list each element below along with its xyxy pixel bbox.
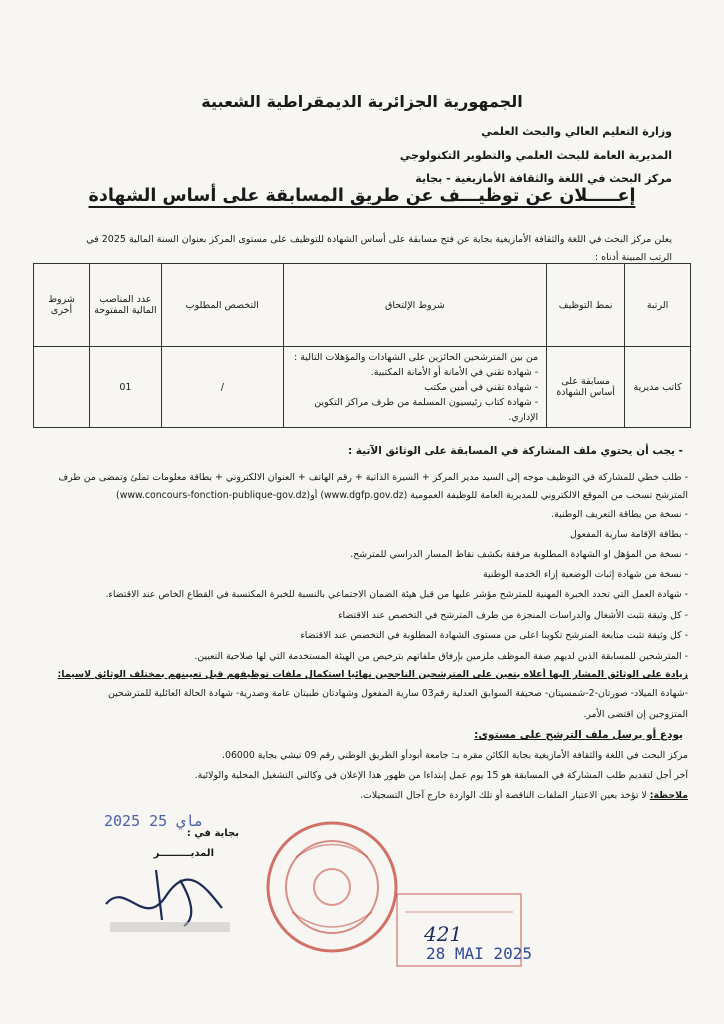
header-other: شروط أخرى bbox=[34, 264, 90, 347]
announcement-title bbox=[0, 186, 724, 206]
additional-line-2: المتزوجين إن اقتضى الأمر. bbox=[583, 709, 688, 720]
document-item: - المترشحين للمسابقة الذين لديهم صفة الموظف ملزمين بإرفاق ملفاتهم بترخيص من الهيئة المستخدمة التي لها صلاحية التعيين. bbox=[194, 651, 688, 662]
announcement-title-text: إعـــــلان عن توظيـــف عن طريق المسابقة على أساس الشهادة bbox=[88, 186, 636, 206]
director-signature bbox=[96, 860, 246, 940]
ministry-name: وزارة التعليم العالي والبحث العلمي bbox=[481, 125, 672, 138]
directorate-name: المديرية العامة للبحث العلمي والتطوير التكنولوجي bbox=[399, 149, 672, 162]
intro-line-2: الرتب المبينة أدناه : bbox=[594, 252, 672, 263]
header-grade: الرتبة bbox=[625, 264, 691, 347]
submission-address: مركز البحث في اللغة والثقافة الأمازيغية بجاية الكائن مقره بـ: جامعة أبودأو الطريق الوطني رقم 09 تيشي بجاية 06000. bbox=[222, 750, 688, 761]
document-item: المترشح تسحب من الموقع الالكتروني للمديرية العامة للوظيفة العمومية (www.dgfp.gov.dz) أو(www.concours-fonction-publique-gov.dz) bbox=[116, 490, 688, 501]
republic-heading: الجمهورية الجزائرية الديمقراطية الشعبية bbox=[201, 92, 523, 111]
additional-line-1: -شهادة الميلاد- صورتان-2-شمسيتان- صحيفة السوابق العدلية رقم03 سارية المفعول وشهادتان طبيتان عامة وصدرية- شهادة الحالة العائلية للمترشحين bbox=[108, 688, 688, 699]
cell-mode: مسابقة على أساس الشهادة bbox=[547, 347, 625, 428]
table-header-row bbox=[34, 264, 691, 347]
official-seal bbox=[262, 812, 402, 962]
director-label: المديـــــــــر bbox=[153, 848, 214, 859]
place-label: بجاية في : bbox=[186, 828, 239, 839]
additional-heading: زيادة على الوثائق المشار اليها أعلاه يتعين على المترشحين الناجحين نهائيا استكمال ملفات توظيفهم قبل تعيينهم بمختلف الوثائق لاسيما: bbox=[57, 669, 688, 680]
header-conditions: شروط الإلتحاق bbox=[283, 264, 546, 347]
document-item: - شهادة العمل التي تحدد الخبرة المهنية للمترشح مؤشر عليها من قبل هيئة الضمان الاجتماعي بالنسبة للخبرة المكتسبة في القطاع الخاص عند الاقتضاء. bbox=[105, 589, 688, 600]
header-specialty: التخصص المطلوب bbox=[161, 264, 283, 347]
documents-heading: - يجب أن يحتوي ملف المشاركة في المسابقة على الوثائق الآتية : bbox=[347, 445, 683, 457]
condition-line: - شهادة تقني في الأمانة أو الأمانة المكتبية. bbox=[370, 366, 539, 378]
received-date: 28 MAI 2025 bbox=[426, 944, 532, 963]
date-stamp: 2025 ماي 25 bbox=[104, 812, 204, 830]
document-item: - كل وثيقة تثبت متابعة المترشح تكوينا اعلى من مستوى الشهادة المطلوبة في التخصص عند الاقتضاء bbox=[300, 630, 688, 641]
cell-other bbox=[34, 347, 90, 428]
center-name: مركز البحث في اللغة والثقافة الأمازيغية - بجاية bbox=[415, 172, 672, 185]
submission-heading-text: يودع أو يرسل ملف الترشح على مستوى: bbox=[474, 729, 683, 741]
condition-line: - شهادة كتاب رئيسيون المسلمة من طرف مراكز التكوين الإداري. bbox=[314, 396, 539, 423]
document-item: - كل وثيقة تثبت الأشغال والدراسات المنجزة من طرف المترشح في التخصص عند الاقتضاء bbox=[338, 610, 688, 621]
note-text: لا تؤخذ بعين الاعتبار الملفات الناقصة أو تلك الواردة خارج آجال التسجيلات. bbox=[360, 790, 647, 801]
note-label: ملاحظة: bbox=[649, 790, 688, 801]
document-item: - نسخة من بطاقة التعريف الوطنية. bbox=[551, 509, 688, 520]
positions-table bbox=[33, 263, 691, 428]
header-count: عدد المناصب المالية المفتوحة bbox=[89, 264, 161, 347]
header-mode: نمط التوظيف bbox=[547, 264, 625, 347]
cell-grade: كاتب مديرية bbox=[625, 347, 691, 428]
submission-note bbox=[32, 789, 688, 802]
condition-line: - شهادة تقني في أمين مكتب bbox=[424, 381, 539, 393]
document-item: - نسخة من شهادة إثبات الوضعية إزاء الخدمة الوطنية bbox=[483, 569, 688, 580]
received-number: 421 bbox=[424, 922, 463, 946]
condition-line: من بين المترشحين الحائزين على الشهادات والمؤهلات التالية : bbox=[293, 351, 539, 363]
cell-count: 01 bbox=[89, 347, 161, 428]
cell-conditions bbox=[283, 347, 546, 428]
document-item: - نسخة من المؤهل او الشهادة المطلوبة مرفقة بكشف نقاط المسار الدراسي للمترشح. bbox=[350, 549, 688, 560]
cell-specialty: / bbox=[161, 347, 283, 428]
submission-deadline: آخر أجل لتقديم طلب المشاركة في المسابقة هو 15 يوم عمل إبتداءا من ظهور هذا الإعلان في وكالتي التشغيل المحلية والولائية. bbox=[194, 770, 688, 781]
document-item: - طلب خطي للمشاركة في التوظيف موجه إلى السيد مدير المركز + السيرة الذاتية + رقم الهاتف + العنوان الالكتروني + بطاقة معلومات تملئ وتمضى من طرف bbox=[58, 472, 688, 483]
intro-line-1: يعلن مركز البحث في اللغة والثقافة الأمازيغية بجاية عن فتح مسابقة على أساس الشهادة للتوظيف على مستوى المركز بعنوان السنة المالية 2025 في bbox=[86, 234, 672, 245]
document-item: - بطاقة الإقامة سارية المفعول bbox=[570, 529, 688, 540]
submission-heading bbox=[474, 729, 683, 741]
table-row bbox=[34, 347, 691, 428]
